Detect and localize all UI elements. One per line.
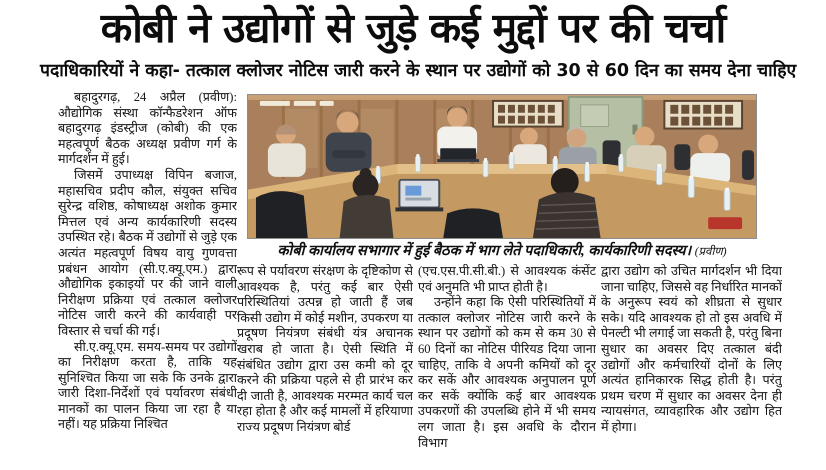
- photo-credit: (प्रवीण): [694, 246, 727, 258]
- paragraph: (एच.एस.पी.सी.बी.) से आवश्यक कंसेंट एवं अनुमति भी प्राप्त होती है।: [418, 264, 596, 294]
- news-photo: [247, 94, 757, 239]
- body-column-4: [601, 264, 782, 468]
- paragraph: जिसमें उपाध्यक्ष विपिन बजाज, महासचिव प्रदीप कौल, संयुक्त सचिव सुरेन्द्र वशिष्ठ, कोषाध्यक्ष अशोक कुमार मित्तल एवं अन्य कार्यकारिणी सदस्य उपस्थित रहे। बैठक में उद्योगों से जुड़े एक अत्यंत महत्वपूर्ण विषय वायु गुणवत्ता प्रबंधन आयोग (सी.ए.क्यू.एम.) द्वारा औद्योगिक इकाइयों पर की जाने वाली निरीक्षण प्रक्रिया एवं तत्काल क्लोजर नोटिस जारी करने की कार्यवाही पर विस्तार से चर्चा की गई।: [58, 167, 237, 338]
- wall-sign: [260, 101, 334, 106]
- portrait-board-right: [664, 101, 742, 129]
- body-column-1: [58, 90, 237, 468]
- paragraph: उन्होंने कहा कि ऐसी परिस्थितियों में तत्काल क्लोजर नोटिस जारी करने के स्थान पर उद्योगों को कम से कम 30 से 60 दिनों का नोटिस पीरियड दिया जाना चाहिए, ताकि वे अपनी कमियों को दूर कर सकें और आवश्यक अनुपालन पूर्ण कर सकें क्योंकि कई बार आवश्यक उपकरणों की उपलब्धि होने में भी समय लग जाता है। इस अवधि के दौरान विभाग: [418, 295, 596, 450]
- portrait-board-left: [493, 101, 563, 127]
- article-headline: कोबी ने उद्योगों से जुड़े कई मुद्दों पर की चर्चा: [100, 4, 726, 52]
- red-folder: [708, 217, 742, 229]
- paragraph: बहादुरगढ़, 24 अप्रैल (प्रवीण): औद्योगिक संस्था कॉन्फैडरेशन ऑफ बहादुरगढ़ इंडस्ट्रीज (कोबी) की एक महत्वपूर्ण बैठक अध्यक्ष प्रवीण गर्ग के मार्गदर्शन में हुई।: [58, 90, 237, 167]
- paragraph: सी.ए.क्यू.एम. समय-समय पर उद्योगों का निरीक्षण करता है, ताकि यह सुनिश्चित किया जा सके कि उनके द्वारा जारी दिशा-निर्देशों एवं पर्यावरण संबंधी मानकों का पालन किया जा रहा है या नहीं। यह प्रक्रिया निश्चित: [58, 339, 237, 432]
- photo-caption: [247, 240, 757, 262]
- body-column-2: [237, 264, 413, 468]
- meeting-photo-illustration: [248, 95, 756, 238]
- photo-caption-text: कोबी कार्यालय सभागार में हुई बैठक में भाग लेते पदाधिकारी, कार्यकारिणी सदस्य।: [277, 243, 692, 259]
- laptop-center: [437, 148, 479, 162]
- body-column-3: [418, 264, 596, 468]
- laptop-foreground: [395, 180, 443, 212]
- paragraph: रूप से पर्यावरण संरक्षण के दृष्टिकोण से आवश्यक है, परंतु कई बार ऐसी परिस्थितियां उत्पन्न हो जाती हैं जब किसी उद्योग में कोई मशीन, उपकरण या प्रदूषण नियंत्रण संबंधी यंत्र अचानक खराब हो जाता है। ऐसी स्थिति में संबंधित उद्योग द्वारा उस कमी को दूर करने की प्रक्रिया पहले से ही प्रारंभ कर दी जाती है, आवश्यक मरम्मत कार्य चल रहा होता है और कई मामलों में हरियाणा राज्य प्रदूषण नियंत्रण बोर्ड: [237, 264, 413, 434]
- paragraph: द्वारा उद्योग को उचित मार्गदर्शन भी दिया जाना चाहिए, जिससे वह निर्धारित मानकों के अनुरूप स्वयं को शीघ्रता से सुधार सके। यदि आवश्यक हो तो इस अवधि में पेनल्टी भी लगाई जा सकती है, परंतु बिना सुधार का अवसर दिए तत्काल बंदी उद्योगों और कर्मचारियों दोनों के लिए अत्यंत हानिकारक सिद्ध होती है। परंतु प्रथम चरण में सुधार का अवसर देना ही न्यायसंगत, व्यावहारिक और उद्योग हित में होगा।: [601, 264, 782, 434]
- article-subheadline: पदाधिकारियों ने कहा- तत्काल क्लोजर नोटिस जारी करने के स्थान पर उद्योगों को 30 से 60 दिन का समय देना चाहिए: [40, 61, 797, 81]
